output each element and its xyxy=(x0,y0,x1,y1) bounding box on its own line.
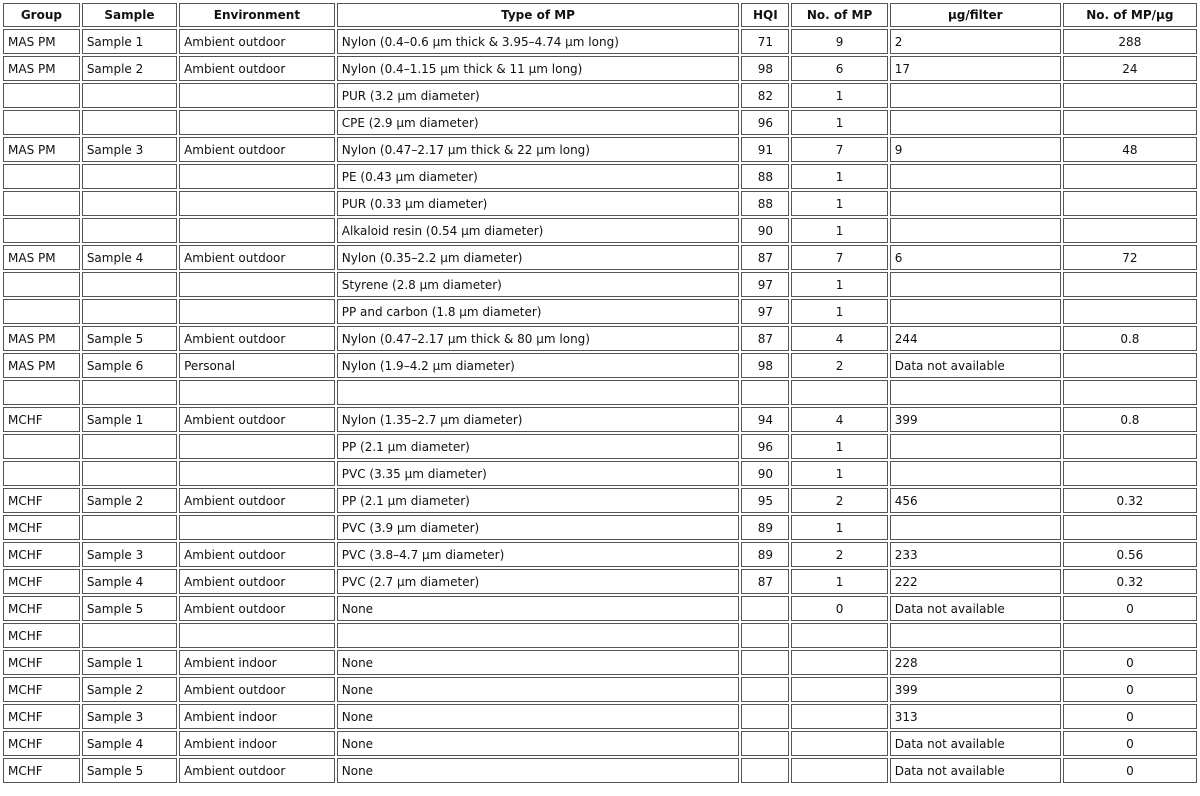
cell-group: MAS PM xyxy=(3,353,80,378)
cell-hqi: 89 xyxy=(741,542,789,567)
cell-mp-per-ug xyxy=(1063,623,1197,648)
cell-environment: Ambient outdoor xyxy=(179,137,335,162)
cell-sample xyxy=(82,380,177,405)
cell-mp-per-ug xyxy=(1063,191,1197,216)
cell-environment xyxy=(179,434,335,459)
cell-group: MCHF xyxy=(3,596,80,621)
cell-group: MCHF xyxy=(3,650,80,675)
cell-sample xyxy=(82,461,177,486)
cell-ug-per-filter xyxy=(890,299,1061,324)
cell-mp-per-ug: 0.32 xyxy=(1063,488,1197,513)
cell-no-of-mp: 6 xyxy=(791,56,887,81)
cell-sample: Sample 3 xyxy=(82,542,177,567)
cell-sample xyxy=(82,191,177,216)
cell-no-of-mp: 4 xyxy=(791,326,887,351)
cell-sample: Sample 5 xyxy=(82,758,177,783)
cell-mp-per-ug: 0 xyxy=(1063,758,1197,783)
cell-mp-per-ug xyxy=(1063,218,1197,243)
cell-environment: Ambient indoor xyxy=(179,704,335,729)
cell-ug-per-filter: 399 xyxy=(890,407,1061,432)
header-environment: Environment xyxy=(179,3,335,27)
cell-environment: Ambient outdoor xyxy=(179,29,335,54)
cell-environment: Ambient outdoor xyxy=(179,488,335,513)
cell-ug-per-filter: 222 xyxy=(890,569,1061,594)
cell-ug-per-filter: 313 xyxy=(890,704,1061,729)
cell-environment: Ambient outdoor xyxy=(179,758,335,783)
cell-hqi xyxy=(741,731,789,756)
cell-hqi xyxy=(741,623,789,648)
cell-group: MAS PM xyxy=(3,137,80,162)
cell-hqi: 87 xyxy=(741,326,789,351)
cell-environment: Ambient outdoor xyxy=(179,569,335,594)
header-row xyxy=(3,3,1197,27)
cell-environment: Ambient outdoor xyxy=(179,407,335,432)
header-group: Group xyxy=(3,3,80,27)
cell-environment: Ambient outdoor xyxy=(179,542,335,567)
table-row xyxy=(3,326,1197,351)
cell-sample xyxy=(82,515,177,540)
cell-group: MAS PM xyxy=(3,326,80,351)
cell-no-of-mp xyxy=(791,380,887,405)
cell-mp-per-ug: 0 xyxy=(1063,731,1197,756)
cell-mp-per-ug xyxy=(1063,353,1197,378)
cell-ug-per-filter xyxy=(890,515,1061,540)
cell-environment: Ambient indoor xyxy=(179,731,335,756)
cell-no-of-mp: 9 xyxy=(791,29,887,54)
cell-group: MCHF xyxy=(3,515,80,540)
cell-type-of-mp: PP and carbon (1.8 µm diameter) xyxy=(337,299,740,324)
cell-environment xyxy=(179,272,335,297)
cell-type-of-mp: Alkaloid resin (0.54 µm diameter) xyxy=(337,218,740,243)
cell-sample xyxy=(82,272,177,297)
cell-type-of-mp: PP (2.1 µm diameter) xyxy=(337,488,740,513)
cell-type-of-mp: None xyxy=(337,731,740,756)
cell-group xyxy=(3,434,80,459)
cell-type-of-mp: PVC (3.9 µm diameter) xyxy=(337,515,740,540)
cell-group: MCHF xyxy=(3,407,80,432)
cell-environment xyxy=(179,191,335,216)
cell-mp-per-ug: 72 xyxy=(1063,245,1197,270)
cell-mp-per-ug xyxy=(1063,515,1197,540)
cell-type-of-mp: PVC (2.7 µm diameter) xyxy=(337,569,740,594)
cell-mp-per-ug: 0 xyxy=(1063,677,1197,702)
cell-type-of-mp: PVC (3.35 µm diameter) xyxy=(337,461,740,486)
cell-type-of-mp: None xyxy=(337,677,740,702)
cell-ug-per-filter: 228 xyxy=(890,650,1061,675)
table-row xyxy=(3,677,1197,702)
cell-hqi xyxy=(741,677,789,702)
cell-group: MCHF xyxy=(3,488,80,513)
cell-ug-per-filter: 2 xyxy=(890,29,1061,54)
cell-mp-per-ug: 0.8 xyxy=(1063,326,1197,351)
cell-type-of-mp: PUR (3.2 µm diameter) xyxy=(337,83,740,108)
cell-hqi: 95 xyxy=(741,488,789,513)
cell-ug-per-filter: Data not available xyxy=(890,596,1061,621)
cell-environment xyxy=(179,83,335,108)
cell-group: MAS PM xyxy=(3,29,80,54)
cell-type-of-mp xyxy=(337,380,740,405)
table-row xyxy=(3,650,1197,675)
cell-group: MCHF xyxy=(3,677,80,702)
cell-mp-per-ug xyxy=(1063,164,1197,189)
cell-no-of-mp: 4 xyxy=(791,407,887,432)
cell-type-of-mp: Nylon (1.9–4.2 µm diameter) xyxy=(337,353,740,378)
cell-hqi: 87 xyxy=(741,245,789,270)
cell-hqi: 87 xyxy=(741,569,789,594)
cell-type-of-mp: PVC (3.8–4.7 µm diameter) xyxy=(337,542,740,567)
table-row xyxy=(3,758,1197,783)
cell-ug-per-filter: 9 xyxy=(890,137,1061,162)
cell-hqi xyxy=(741,380,789,405)
cell-ug-per-filter xyxy=(890,191,1061,216)
cell-group: MCHF xyxy=(3,623,80,648)
cell-hqi: 89 xyxy=(741,515,789,540)
cell-hqi: 91 xyxy=(741,137,789,162)
cell-environment xyxy=(179,461,335,486)
cell-ug-per-filter xyxy=(890,110,1061,135)
cell-ug-per-filter: Data not available xyxy=(890,731,1061,756)
cell-no-of-mp: 1 xyxy=(791,191,887,216)
cell-no-of-mp: 0 xyxy=(791,596,887,621)
header-mp-per-ug: No. of MP/µg xyxy=(1063,3,1197,27)
cell-sample: Sample 2 xyxy=(82,56,177,81)
cell-type-of-mp: Nylon (0.47–2.17 µm thick & 22 µm long) xyxy=(337,137,740,162)
cell-type-of-mp: None xyxy=(337,704,740,729)
cell-type-of-mp: Nylon (0.47–2.17 µm thick & 80 µm long) xyxy=(337,326,740,351)
cell-ug-per-filter xyxy=(890,218,1061,243)
table-row xyxy=(3,380,1197,405)
cell-mp-per-ug: 0.56 xyxy=(1063,542,1197,567)
cell-sample: Sample 1 xyxy=(82,29,177,54)
cell-ug-per-filter: 244 xyxy=(890,326,1061,351)
cell-ug-per-filter: Data not available xyxy=(890,758,1061,783)
cell-hqi: 88 xyxy=(741,191,789,216)
cell-environment xyxy=(179,299,335,324)
cell-ug-per-filter: 6 xyxy=(890,245,1061,270)
cell-sample: Sample 3 xyxy=(82,704,177,729)
cell-group: MAS PM xyxy=(3,245,80,270)
table-row xyxy=(3,461,1197,486)
cell-no-of-mp: 1 xyxy=(791,299,887,324)
cell-no-of-mp: 1 xyxy=(791,272,887,297)
cell-group: MAS PM xyxy=(3,56,80,81)
cell-hqi: 94 xyxy=(741,407,789,432)
cell-hqi: 90 xyxy=(741,218,789,243)
cell-type-of-mp: None xyxy=(337,596,740,621)
cell-hqi: 97 xyxy=(741,272,789,297)
cell-no-of-mp xyxy=(791,731,887,756)
cell-sample: Sample 5 xyxy=(82,596,177,621)
table-row xyxy=(3,272,1197,297)
cell-type-of-mp: PE (0.43 µm diameter) xyxy=(337,164,740,189)
cell-mp-per-ug xyxy=(1063,110,1197,135)
cell-environment xyxy=(179,218,335,243)
cell-sample xyxy=(82,218,177,243)
cell-sample: Sample 6 xyxy=(82,353,177,378)
cell-type-of-mp: None xyxy=(337,650,740,675)
cell-sample: Sample 1 xyxy=(82,650,177,675)
cell-hqi xyxy=(741,704,789,729)
cell-ug-per-filter xyxy=(890,623,1061,648)
cell-mp-per-ug: 0 xyxy=(1063,704,1197,729)
cell-no-of-mp xyxy=(791,623,887,648)
cell-sample: Sample 4 xyxy=(82,245,177,270)
cell-no-of-mp xyxy=(791,650,887,675)
cell-ug-per-filter: Data not available xyxy=(890,353,1061,378)
cell-no-of-mp: 1 xyxy=(791,110,887,135)
cell-no-of-mp: 2 xyxy=(791,488,887,513)
cell-hqi: 71 xyxy=(741,29,789,54)
cell-environment xyxy=(179,380,335,405)
cell-sample: Sample 2 xyxy=(82,677,177,702)
table-row xyxy=(3,299,1197,324)
cell-environment: Ambient outdoor xyxy=(179,245,335,270)
cell-sample xyxy=(82,110,177,135)
cell-group: MCHF xyxy=(3,542,80,567)
cell-no-of-mp xyxy=(791,758,887,783)
table-row xyxy=(3,353,1197,378)
table-row xyxy=(3,623,1197,648)
cell-no-of-mp: 1 xyxy=(791,515,887,540)
microplastics-table xyxy=(1,1,1199,785)
cell-group xyxy=(3,110,80,135)
cell-no-of-mp: 1 xyxy=(791,569,887,594)
cell-group xyxy=(3,191,80,216)
cell-environment: Ambient indoor xyxy=(179,650,335,675)
cell-ug-per-filter xyxy=(890,380,1061,405)
table-row xyxy=(3,29,1197,54)
cell-mp-per-ug xyxy=(1063,299,1197,324)
cell-no-of-mp: 1 xyxy=(791,164,887,189)
cell-sample xyxy=(82,164,177,189)
cell-no-of-mp: 1 xyxy=(791,83,887,108)
table-row xyxy=(3,83,1197,108)
cell-sample xyxy=(82,623,177,648)
table-row xyxy=(3,542,1197,567)
cell-environment: Ambient outdoor xyxy=(179,56,335,81)
cell-hqi xyxy=(741,596,789,621)
cell-no-of-mp: 2 xyxy=(791,353,887,378)
cell-hqi: 82 xyxy=(741,83,789,108)
cell-mp-per-ug: 0 xyxy=(1063,650,1197,675)
cell-mp-per-ug xyxy=(1063,434,1197,459)
cell-ug-per-filter xyxy=(890,164,1061,189)
cell-no-of-mp: 7 xyxy=(791,137,887,162)
cell-no-of-mp: 1 xyxy=(791,434,887,459)
cell-group xyxy=(3,164,80,189)
cell-mp-per-ug: 24 xyxy=(1063,56,1197,81)
cell-hqi: 97 xyxy=(741,299,789,324)
table-row xyxy=(3,191,1197,216)
header-type-of-mp: Type of MP xyxy=(337,3,740,27)
cell-environment xyxy=(179,623,335,648)
cell-ug-per-filter: 233 xyxy=(890,542,1061,567)
cell-mp-per-ug: 288 xyxy=(1063,29,1197,54)
cell-mp-per-ug xyxy=(1063,83,1197,108)
cell-hqi: 88 xyxy=(741,164,789,189)
cell-type-of-mp: Styrene (2.8 µm diameter) xyxy=(337,272,740,297)
cell-no-of-mp: 1 xyxy=(791,218,887,243)
header-sample: Sample xyxy=(82,3,177,27)
table-row xyxy=(3,704,1197,729)
cell-group xyxy=(3,272,80,297)
table-row xyxy=(3,596,1197,621)
header-no-of-mp: No. of MP xyxy=(791,3,887,27)
cell-type-of-mp: Nylon (0.4–0.6 µm thick & 3.95–4.74 µm long) xyxy=(337,29,740,54)
table-row xyxy=(3,407,1197,432)
cell-hqi xyxy=(741,650,789,675)
cell-group: MCHF xyxy=(3,704,80,729)
cell-sample: Sample 5 xyxy=(82,326,177,351)
table-row xyxy=(3,434,1197,459)
cell-no-of-mp xyxy=(791,677,887,702)
cell-ug-per-filter: 17 xyxy=(890,56,1061,81)
cell-mp-per-ug: 0.32 xyxy=(1063,569,1197,594)
cell-type-of-mp: Nylon (0.35–2.2 µm diameter) xyxy=(337,245,740,270)
cell-sample xyxy=(82,434,177,459)
table-row xyxy=(3,56,1197,81)
cell-sample: Sample 4 xyxy=(82,731,177,756)
cell-hqi: 96 xyxy=(741,434,789,459)
cell-environment xyxy=(179,164,335,189)
cell-type-of-mp: None xyxy=(337,758,740,783)
cell-hqi: 96 xyxy=(741,110,789,135)
cell-mp-per-ug xyxy=(1063,461,1197,486)
cell-ug-per-filter: 456 xyxy=(890,488,1061,513)
cell-environment: Personal xyxy=(179,353,335,378)
cell-ug-per-filter xyxy=(890,434,1061,459)
table-row xyxy=(3,515,1197,540)
cell-group: MCHF xyxy=(3,569,80,594)
cell-type-of-mp: Nylon (1.35–2.7 µm diameter) xyxy=(337,407,740,432)
cell-ug-per-filter: 399 xyxy=(890,677,1061,702)
cell-type-of-mp xyxy=(337,623,740,648)
cell-ug-per-filter xyxy=(890,272,1061,297)
cell-group xyxy=(3,83,80,108)
cell-no-of-mp: 2 xyxy=(791,542,887,567)
cell-sample: Sample 1 xyxy=(82,407,177,432)
cell-environment: Ambient outdoor xyxy=(179,326,335,351)
table-row xyxy=(3,218,1197,243)
cell-hqi: 90 xyxy=(741,461,789,486)
cell-sample xyxy=(82,299,177,324)
cell-environment xyxy=(179,515,335,540)
cell-ug-per-filter xyxy=(890,83,1061,108)
cell-type-of-mp: Nylon (0.4–1.15 µm thick & 11 µm long) xyxy=(337,56,740,81)
cell-type-of-mp: PP (2.1 µm diameter) xyxy=(337,434,740,459)
cell-mp-per-ug: 0 xyxy=(1063,596,1197,621)
cell-no-of-mp: 1 xyxy=(791,461,887,486)
cell-sample: Sample 3 xyxy=(82,137,177,162)
cell-group xyxy=(3,299,80,324)
table-row xyxy=(3,137,1197,162)
cell-mp-per-ug xyxy=(1063,380,1197,405)
cell-group xyxy=(3,461,80,486)
table-body xyxy=(3,29,1197,783)
table-row xyxy=(3,488,1197,513)
cell-group: MCHF xyxy=(3,758,80,783)
cell-mp-per-ug: 0.8 xyxy=(1063,407,1197,432)
cell-hqi: 98 xyxy=(741,353,789,378)
table-row xyxy=(3,164,1197,189)
cell-sample xyxy=(82,83,177,108)
table-row xyxy=(3,110,1197,135)
cell-group: MCHF xyxy=(3,731,80,756)
cell-no-of-mp: 7 xyxy=(791,245,887,270)
cell-group xyxy=(3,218,80,243)
cell-no-of-mp xyxy=(791,704,887,729)
cell-environment: Ambient outdoor xyxy=(179,677,335,702)
cell-group xyxy=(3,380,80,405)
cell-type-of-mp: CPE (2.9 µm diameter) xyxy=(337,110,740,135)
cell-sample: Sample 4 xyxy=(82,569,177,594)
cell-ug-per-filter xyxy=(890,461,1061,486)
cell-environment: Ambient outdoor xyxy=(179,596,335,621)
cell-hqi xyxy=(741,758,789,783)
cell-sample: Sample 2 xyxy=(82,488,177,513)
table-row xyxy=(3,569,1197,594)
table-row xyxy=(3,245,1197,270)
cell-hqi: 98 xyxy=(741,56,789,81)
cell-mp-per-ug: 48 xyxy=(1063,137,1197,162)
table-row xyxy=(3,731,1197,756)
cell-environment xyxy=(179,110,335,135)
header-ug-per-filter: µg/filter xyxy=(890,3,1061,27)
cell-mp-per-ug xyxy=(1063,272,1197,297)
cell-type-of-mp: PUR (0.33 µm diameter) xyxy=(337,191,740,216)
header-hqi: HQI xyxy=(741,3,789,27)
